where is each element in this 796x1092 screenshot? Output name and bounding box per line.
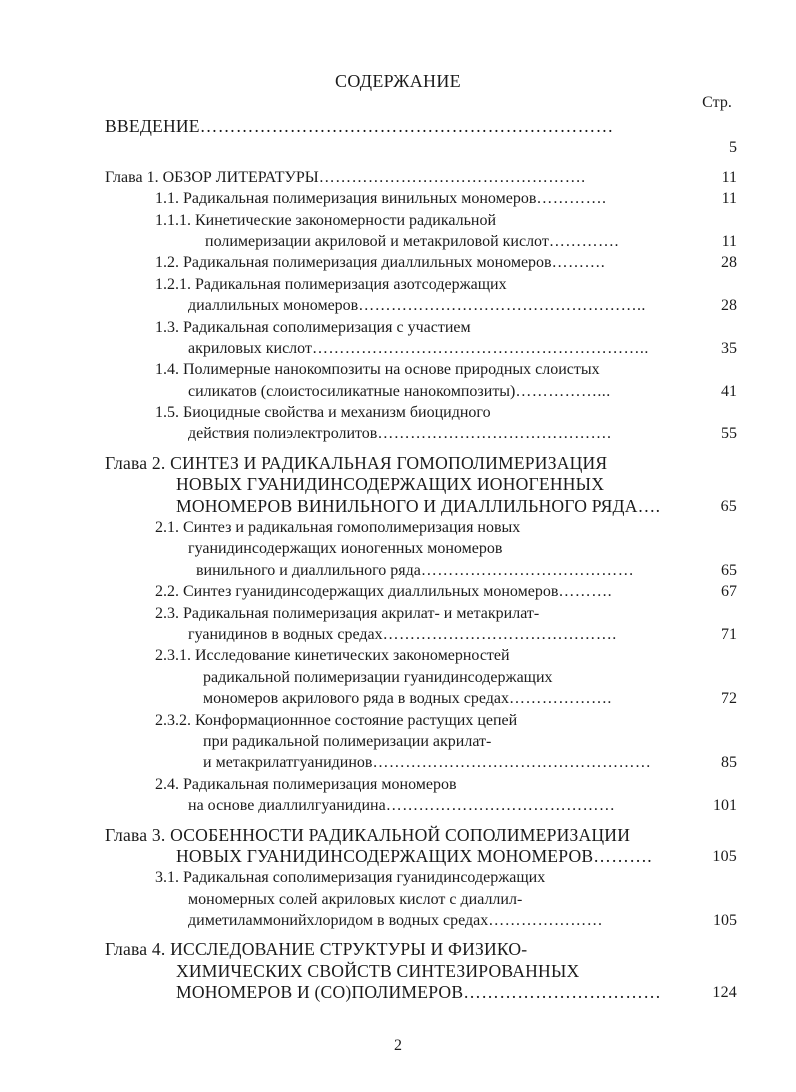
toc-line bbox=[0, 474, 796, 495]
toc-title: 1.4. Полимерные нанокомпозиты на основе природных слоистых bbox=[155, 361, 600, 379]
toc-line bbox=[0, 825, 796, 846]
toc-page-number: 67 bbox=[721, 583, 737, 601]
toc-line bbox=[0, 252, 796, 273]
toc-page-number: 72 bbox=[721, 690, 737, 708]
toc-title: 1.5. Биоцидные свойства и механизм биоцидного bbox=[155, 404, 491, 422]
toc-entry-text bbox=[155, 317, 471, 338]
toc-gap bbox=[0, 931, 796, 939]
page-title: СОДЕРЖАНИЕ bbox=[335, 71, 461, 91]
page-number: 2 bbox=[394, 1037, 402, 1054]
toc-leader-dots: …………………………………………… bbox=[372, 754, 652, 772]
page-column-header: Стр. bbox=[702, 94, 732, 111]
toc-entry-text bbox=[196, 560, 634, 581]
toc-entry-text bbox=[203, 731, 491, 752]
toc-entry-text bbox=[205, 231, 619, 252]
toc-line bbox=[0, 846, 796, 867]
toc-entry-text bbox=[155, 274, 507, 295]
toc-line bbox=[0, 624, 796, 645]
toc-leader-dots: …………………………………… bbox=[385, 797, 616, 815]
toc-title: ВВЕДЕНИЕ bbox=[105, 116, 200, 136]
toc-entry-text bbox=[105, 167, 586, 188]
toc-title: 2.2. Синтез гуанидинсодержащих диаллильных мономеров bbox=[155, 583, 559, 601]
toc-title: силикатов (слоистосиликатные нанокомпозиты) bbox=[188, 382, 516, 400]
toc-entry-text bbox=[155, 774, 457, 795]
toc-leader-dots: ………………………………… bbox=[420, 561, 635, 579]
toc-title: ХИМИЧЕСКИХ СВОЙСТВ СИНТЕЗИРОВАННЫХ bbox=[176, 960, 580, 981]
toc-entry-text bbox=[176, 982, 661, 1003]
toc-title: гуанидинов в водных средах bbox=[188, 625, 383, 643]
toc-leader-dots: ………. bbox=[558, 583, 613, 601]
toc-entry-text bbox=[105, 939, 527, 960]
toc-line bbox=[0, 731, 796, 752]
toc-title: винильного и диаллильного ряда bbox=[196, 561, 421, 579]
toc-title: акриловых кислот bbox=[188, 339, 312, 357]
toc-line bbox=[0, 710, 796, 731]
toc-entry-text bbox=[105, 825, 630, 846]
toc-entry-text bbox=[155, 581, 612, 602]
toc-title: 1.1.1. Кинетические закономерности радикальной bbox=[155, 211, 497, 229]
toc-line bbox=[0, 453, 796, 474]
toc-title: 1.2. Радикальная полимеризация диаллильных мономеров bbox=[155, 254, 552, 272]
toc-entry-text bbox=[155, 517, 520, 538]
toc-line bbox=[0, 210, 796, 231]
toc-leader-dots: ……………………………………. bbox=[377, 425, 612, 443]
toc-entry-text bbox=[155, 359, 600, 380]
toc-title: действия полиэлектролитов bbox=[188, 425, 378, 443]
toc-leader-dots: …………. bbox=[548, 232, 619, 250]
toc-line bbox=[0, 295, 796, 316]
toc-title: радикальной полимеризации гуанидинсодержащих bbox=[203, 668, 553, 686]
toc-line bbox=[0, 538, 796, 559]
toc-title: 3.1. Радикальная сополимеризация гуанидинсодержащих bbox=[155, 869, 546, 887]
toc-entry-text bbox=[176, 496, 660, 517]
toc-title: 2.3.1. Исследование кинетических закономерностей bbox=[155, 647, 510, 665]
toc-entry-text bbox=[188, 889, 522, 910]
toc-line bbox=[0, 188, 796, 209]
toc-line bbox=[0, 317, 796, 338]
toc-entry-text bbox=[155, 188, 606, 209]
toc-title: на основе диаллилгуанидина bbox=[188, 797, 386, 815]
toc-title: диметиламмонийхлоридом в водных средах bbox=[188, 912, 489, 930]
toc-entry-text bbox=[188, 624, 617, 645]
toc-entry-text bbox=[155, 402, 491, 423]
toc-page-number: 11 bbox=[721, 232, 737, 250]
toc-page-number: 65 bbox=[720, 497, 737, 515]
toc-line bbox=[0, 961, 796, 982]
toc-gap bbox=[0, 817, 796, 825]
toc-line bbox=[0, 795, 796, 816]
toc-title: Глава 2. СИНТЕЗ И РАДИКАЛЬНАЯ ГОМОПОЛИМЕРИЗАЦИЯ bbox=[105, 452, 608, 473]
toc-leader-dots: ………………… bbox=[488, 912, 604, 930]
toc-entry-text bbox=[176, 474, 604, 495]
toc-page-number: 11 bbox=[721, 190, 737, 208]
toc-leader-dots: ……………... bbox=[515, 382, 611, 400]
toc-title: Глава 1. ОБЗОР ЛИТЕРАТУРЫ bbox=[105, 168, 319, 186]
toc-title: мономерных солей акриловых кислот с диаллил- bbox=[188, 890, 523, 908]
toc-line bbox=[0, 889, 796, 910]
toc-entry-text bbox=[203, 752, 651, 773]
toc-entry-text bbox=[188, 338, 649, 359]
toc-gap bbox=[0, 159, 796, 167]
toc-title: МОНОМЕРОВ ВИНИЛЬНОГО И ДИАЛЛИЛЬНОГО РЯДА bbox=[176, 495, 638, 516]
toc-leader-dots: …. bbox=[637, 495, 661, 516]
table-of-contents bbox=[0, 116, 796, 1004]
toc-line bbox=[0, 116, 796, 137]
toc-entry-text bbox=[188, 381, 611, 402]
toc-title: 2.3.2. Конформационнное состояние растущих цепей bbox=[155, 711, 518, 729]
toc-entry-text bbox=[155, 645, 510, 666]
toc-title: 1.2.1. Радикальная полимеризация азотсодержащих bbox=[155, 275, 507, 293]
toc-page-number: 85 bbox=[721, 754, 737, 772]
toc-line bbox=[0, 752, 796, 773]
toc-entry-text bbox=[203, 688, 612, 709]
toc-entry-text bbox=[203, 667, 553, 688]
toc-page-number: 101 bbox=[713, 797, 737, 815]
toc-page-number: 105 bbox=[713, 912, 737, 930]
toc-line bbox=[0, 402, 796, 423]
toc-title: МОНОМЕРОВ И (СО)ПОЛИМЕРОВ bbox=[176, 982, 464, 1003]
toc-line bbox=[0, 867, 796, 888]
toc-leader-dots: …………………………… bbox=[463, 982, 662, 1003]
toc-title: и метакрилатгуанидинов bbox=[203, 754, 373, 772]
toc-entry-text bbox=[155, 603, 539, 624]
toc-page-number: 55 bbox=[721, 425, 737, 443]
toc-page-number: 28 bbox=[721, 297, 737, 315]
toc-title: 2.3. Радикальная полимеризация акрилат- и метакрилат- bbox=[155, 604, 540, 622]
toc-line bbox=[0, 381, 796, 402]
toc-entry-text bbox=[176, 846, 652, 867]
toc-entry-text bbox=[155, 210, 496, 231]
toc-entry-text bbox=[188, 538, 502, 559]
toc-title: 1.1. Радикальная полимеризация винильных мономеров bbox=[155, 190, 537, 208]
toc-page-number: 28 bbox=[721, 254, 737, 272]
toc-line bbox=[0, 939, 796, 960]
toc-line bbox=[0, 774, 796, 795]
toc-leader-dots: ……………………………………. bbox=[382, 625, 617, 643]
toc-line bbox=[0, 231, 796, 252]
toc-title: 2.1. Синтез и радикальная гомополимеризация новых bbox=[155, 519, 521, 537]
toc-line bbox=[0, 560, 796, 581]
toc-title: Глава 3. ОСОБЕННОСТИ РАДИКАЛЬНОЙ СОПОЛИМЕРИЗАЦИИ bbox=[105, 824, 631, 845]
toc-line bbox=[0, 603, 796, 624]
toc-page-number: 35 bbox=[721, 339, 737, 357]
toc-leader-dots: ………. bbox=[551, 254, 606, 272]
toc-title: диаллильных мономеров bbox=[188, 297, 359, 315]
toc-title: 1.3. Радикальная сополимеризация с участием bbox=[155, 318, 471, 336]
toc-gap bbox=[0, 445, 796, 453]
toc-entry-text bbox=[188, 423, 611, 444]
toc-line bbox=[0, 645, 796, 666]
toc-line bbox=[0, 338, 796, 359]
toc-entry-text bbox=[176, 961, 579, 982]
toc-page-number: 71 bbox=[721, 625, 737, 643]
toc-title: полимеризации акриловой и метакриловой кислот bbox=[205, 232, 549, 250]
toc-line bbox=[0, 274, 796, 295]
toc-title: гуанидинсодержащих ионогенных мономеров bbox=[188, 540, 503, 558]
toc-entry-text bbox=[105, 453, 607, 474]
toc-page-number: 41 bbox=[721, 382, 737, 400]
toc-leader-dots: …………………………………………………….. bbox=[311, 339, 649, 357]
toc-line bbox=[0, 496, 796, 517]
toc-page-number: 5 bbox=[729, 139, 737, 157]
toc-page-number: 65 bbox=[721, 561, 737, 579]
toc-entry-text bbox=[105, 116, 614, 137]
toc-page-number: 11 bbox=[721, 168, 737, 186]
toc-entry-text bbox=[155, 867, 545, 888]
toc-title: НОВЫХ ГУАНИДИНСОДЕРЖАЩИХ ИОНОГЕННЫХ bbox=[176, 474, 605, 495]
toc-entry-text bbox=[188, 295, 646, 316]
toc-leader-dots: …………. bbox=[536, 190, 607, 208]
toc-line bbox=[0, 137, 796, 158]
toc-line bbox=[0, 982, 796, 1003]
toc-leader-dots: ………………. bbox=[509, 690, 612, 708]
toc-line bbox=[0, 688, 796, 709]
toc-title: при радикальной полимеризации акрилат- bbox=[203, 732, 492, 750]
toc-page-number: 105 bbox=[712, 847, 737, 865]
toc-line bbox=[0, 667, 796, 688]
toc-page-number: 124 bbox=[712, 984, 737, 1002]
toc-line bbox=[0, 910, 796, 931]
toc-line bbox=[0, 423, 796, 444]
toc-entry-text bbox=[188, 795, 615, 816]
toc-title: 2.4. Радикальная полимеризация мономеров bbox=[155, 775, 457, 793]
toc-leader-dots: …………………………………………….. bbox=[358, 297, 646, 315]
toc-title: мономеров акрилового ряда в водных средах bbox=[203, 690, 510, 708]
toc-line bbox=[0, 167, 796, 188]
toc-entry-text bbox=[155, 252, 605, 273]
toc-entry-text bbox=[155, 710, 517, 731]
toc-leader-dots: ………. bbox=[593, 845, 653, 866]
toc-line bbox=[0, 581, 796, 602]
toc-title: Глава 4. ИССЛЕДОВАНИЕ СТРУКТУРЫ И ФИЗИКО- bbox=[105, 939, 528, 960]
toc-leader-dots: …………………………………………………………… bbox=[199, 116, 614, 136]
toc-title: НОВЫХ ГУАНИДИНСОДЕРЖАЩИХ МОНОМЕРОВ bbox=[176, 845, 594, 866]
toc-entry-text bbox=[188, 910, 603, 931]
toc-line bbox=[0, 517, 796, 538]
toc-line bbox=[0, 359, 796, 380]
toc-leader-dots: …………………………………………. bbox=[318, 168, 586, 186]
